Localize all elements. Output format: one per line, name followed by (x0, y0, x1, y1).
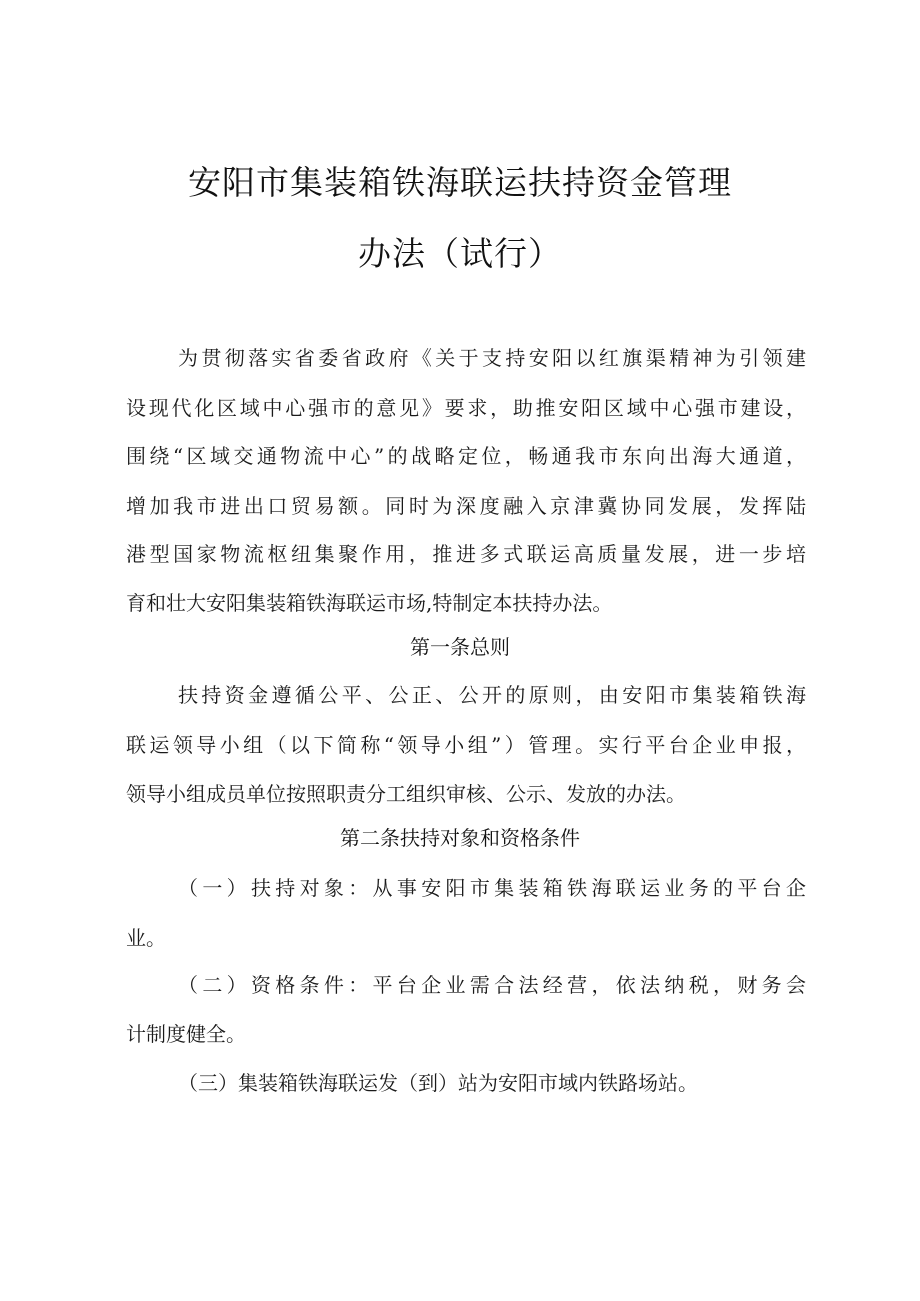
article-1-line: 领导小组成员单位按照职责分工组织审核、公示、发放的办法。 (126, 782, 686, 806)
preamble-line: 为贯彻落实省委省政府《关于支持安阳以红旗渠精神为引领建 (178, 346, 806, 370)
article-1-line: 联运领导小组（以下简称“领导小组”）管理。实行平台企业申报， (126, 733, 806, 757)
article-1-heading: 第一条总则 (410, 635, 510, 659)
article-1-line: 扶持资金遵循公平、公正、公开的原则，由安阳市集装箱铁海 (178, 683, 806, 707)
preamble-line: 增加我市进出口贸易额。同时为深度融入京津冀协同发展，发挥陆 (126, 494, 806, 518)
preamble-line: 港型国家物流枢纽集聚作用，推进多式联运高质量发展，进一步培 (126, 542, 806, 566)
preamble-line: 设现代化区域中心强市的意见》要求，助推安阳区域中心强市建设， (126, 396, 806, 420)
article-2-item-2-line: 计制度健全。 (126, 1022, 246, 1046)
document-title-line-1: 安阳市集装箱铁海联运扶持资金管理 (188, 163, 732, 202)
article-2-item-1-line: 业。 (126, 926, 166, 950)
article-2-item-3-line: （三）集装箱铁海联运发（到）站为安阳市域内铁路场站。 (178, 1071, 698, 1095)
preamble-line: 围绕“区域交通物流中心”的战略定位，畅通我市东向出海大通道， (126, 444, 806, 468)
preamble-line: 育和壮大安阳集装箱铁海联运市场,特制定本扶持办法。 (126, 591, 613, 615)
article-2-item-1-line: （一）扶持对象：从事安阳市集装箱铁海联运业务的平台企 (178, 876, 806, 900)
article-2-heading: 第二条扶持对象和资格条件 (340, 826, 580, 850)
document-title-line-2: 办法（试行） (358, 234, 562, 273)
article-2-item-2-line: （二）资格条件：平台企业需合法经营，依法纳税，财务会 (178, 973, 806, 997)
